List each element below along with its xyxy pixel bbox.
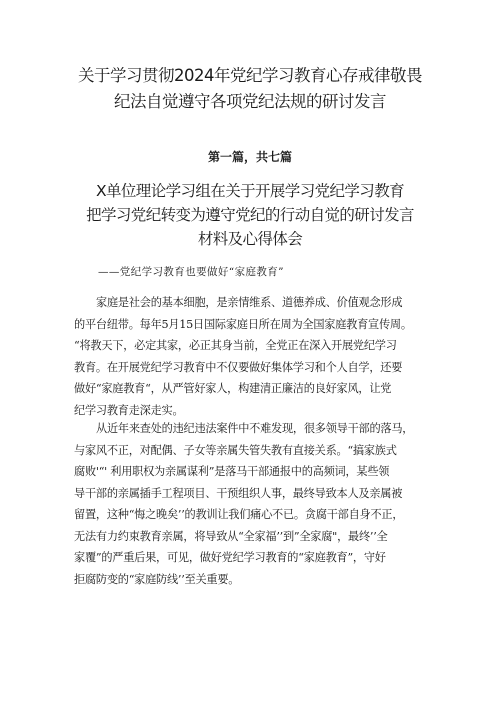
paragraph-line: 无法有力约束教育亲属，将导致从“全家福’’到”全家腐"，最终’’全 <box>74 529 388 543</box>
paragraph-line: 家覆”的严重后果，可见，做好党纪学习教育的“家庭教育”，守好 <box>74 551 386 564</box>
subtitle-line-3: 材料及心得体会 <box>197 230 303 248</box>
section-label: 第一篇，共七篇 <box>207 150 292 164</box>
paragraph-line: 与家风不正，对配偶、子女等亲属失管失教有直接关系。“搞家族式 <box>74 443 397 457</box>
paragraph-line: 留置，这种“悔之晚矣’’的教训让我们痛心不已。贪腐干部自身不正， <box>74 508 404 521</box>
paragraph-line: 导干部的亲属插手工程项目、干预组织人事，最终导致本人及亲属被 <box>74 486 403 500</box>
tagline: ——党纪学习教育也要做好“家庭教育” <box>98 266 284 278</box>
paragraph-2 <box>74 418 434 590</box>
paragraph-line: 家庭是社会的基本细胞，是亲情维系、道德养成、价值观念形成 <box>96 296 403 309</box>
paragraph-line: 做好“家庭教育“，从严管好家人，构建清正廉洁的良好家风，让党 <box>74 382 392 395</box>
document-title-line-2: 纪法自觉遵守各项党纪法规的研讨发言 <box>114 92 386 111</box>
paragraph-line: 纪学习教育走深走实。 <box>74 403 184 417</box>
paragraph-line: “将教天下，必定其家，必正其身当前，全党正在深入开展党纪学习 <box>74 339 397 352</box>
subtitle-line-2: 把学习党纪转变为遵守党纪的行动自觉的研讨发言 <box>86 206 414 224</box>
paragraph-1 <box>74 292 434 421</box>
paragraph-line: 的平台纽带。每年5月15日国际家庭日所在周为全国家庭教育宣传周。 <box>74 317 412 331</box>
document-title-line-1: 关于学习贯彻2024年党纪学习教育心存戒律敬畏 <box>78 66 422 85</box>
subtitle-line-1: X单位理论学习组在关于开展学习党纪学习教育 <box>95 182 405 200</box>
paragraph-line: 拒腐防变的“家庭防线’’至关重要。 <box>74 572 240 586</box>
paragraph-line: 从近年来查处的违纪违法案件中不难发现，很多领导干部的落马， <box>96 422 414 435</box>
paragraph-line: 教育。在开展党纪学习教育中不仅要做好集体学习和个人自学，还要 <box>74 360 403 374</box>
paragraph-line: 腐败'“' 利用职权为亲属谋利”是落马干部通报中的高频词，某些领 <box>74 465 390 478</box>
